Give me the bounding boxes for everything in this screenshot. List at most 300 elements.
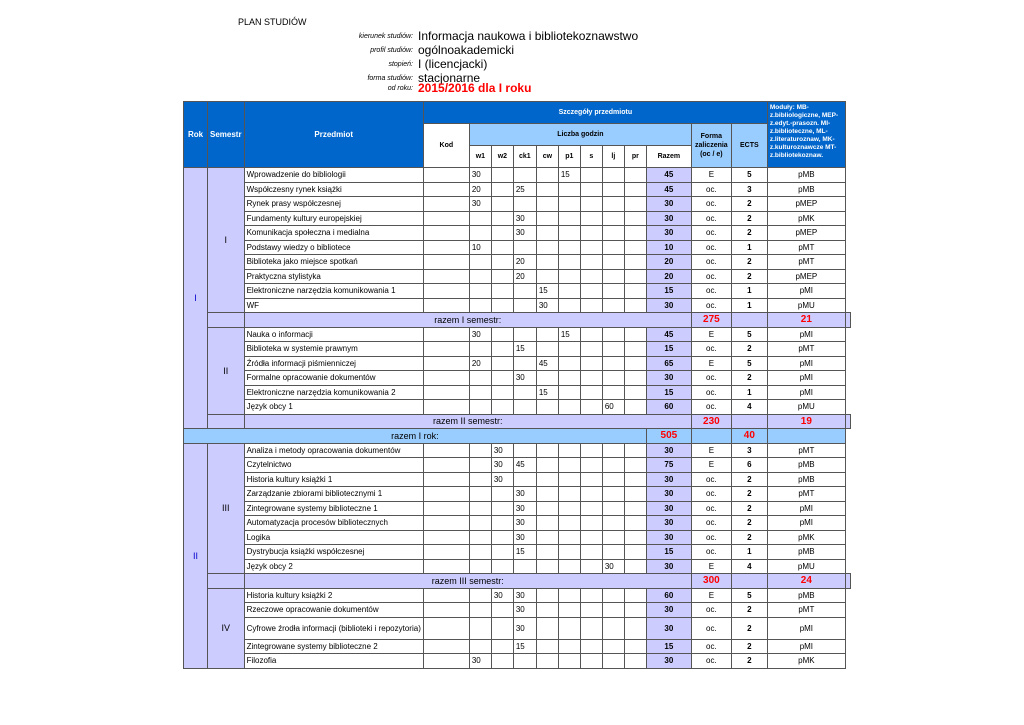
- course-code: [423, 639, 469, 654]
- course-code: [423, 284, 469, 299]
- module-code: pMB: [767, 472, 845, 487]
- course-name: Komunikacja społeczna i medialna: [244, 226, 423, 241]
- assessment-form: E: [691, 327, 731, 342]
- assessment-form: oc.: [691, 298, 731, 313]
- hours-cell: [469, 298, 491, 313]
- hours-cell: [536, 168, 558, 183]
- hours-cell: [491, 356, 513, 371]
- hours-cell: [513, 168, 536, 183]
- hours-cell: [624, 255, 646, 270]
- ects-value: 2: [731, 211, 767, 226]
- hours-cell: [602, 226, 624, 241]
- hours-cell: [536, 255, 558, 270]
- semester-summary-ects: 21: [767, 313, 845, 328]
- table-row: [184, 226, 851, 241]
- ects-value: 2: [731, 269, 767, 284]
- hours-cell: 15: [558, 168, 580, 183]
- hours-cell: [624, 639, 646, 654]
- hours-cell: [558, 559, 580, 574]
- hours-total: 30: [646, 487, 691, 502]
- hours-cell: [513, 240, 536, 255]
- year-summary-empty: [691, 429, 731, 444]
- hours-cell: [491, 545, 513, 560]
- hours-cell: [580, 327, 602, 342]
- table-row: [184, 298, 851, 313]
- hours-cell: 30: [469, 168, 491, 183]
- hours-cell: [491, 501, 513, 516]
- hours-cell: 30: [491, 443, 513, 458]
- hours-cell: [469, 342, 491, 357]
- semester-summary-row: [184, 574, 851, 589]
- hours-cell: [624, 603, 646, 618]
- assessment-form: oc.: [691, 639, 731, 654]
- hours-cell: 30: [513, 588, 536, 603]
- course-name: Praktyczna stylistyka: [244, 269, 423, 284]
- ects-value: 2: [731, 197, 767, 212]
- field-label-stopien: stopień:: [388, 61, 413, 68]
- hours-cell: [491, 240, 513, 255]
- year-summary-row: [184, 429, 851, 444]
- ects-value: 6: [731, 458, 767, 473]
- hours-cell: [602, 356, 624, 371]
- table-row: [184, 559, 851, 574]
- hours-total: 15: [646, 385, 691, 400]
- assessment-form: E: [691, 588, 731, 603]
- hours-cell: [558, 226, 580, 241]
- hours-cell: 20: [469, 356, 491, 371]
- hours-cell: [580, 530, 602, 545]
- table-row: [184, 284, 851, 299]
- hours-cell: [602, 182, 624, 197]
- course-name: Nauka o informacji: [244, 327, 423, 342]
- course-name: Zintegrowane systemy biblioteczne 2: [244, 639, 423, 654]
- hours-cell: [558, 284, 580, 299]
- hours-cell: [580, 371, 602, 386]
- table-row: [184, 240, 851, 255]
- ects-value: 5: [731, 168, 767, 183]
- semester-cell: II: [208, 327, 245, 414]
- ects-value: 1: [731, 545, 767, 560]
- hours-cell: [602, 487, 624, 502]
- ects-value: 2: [731, 342, 767, 357]
- hours-cell: [558, 371, 580, 386]
- ects-value: 1: [731, 284, 767, 299]
- hours-cell: [580, 639, 602, 654]
- ects-value: 1: [731, 298, 767, 313]
- module-code: pMT: [767, 443, 845, 458]
- table-row: [184, 588, 851, 603]
- assessment-form: oc.: [691, 197, 731, 212]
- hours-cell: [469, 588, 491, 603]
- assessment-form: oc.: [691, 545, 731, 560]
- hours-cell: [624, 371, 646, 386]
- hours-cell: 20: [513, 269, 536, 284]
- course-code: [423, 240, 469, 255]
- hours-cell: [536, 400, 558, 415]
- ects-value: 2: [731, 516, 767, 531]
- module-code: pMB: [767, 168, 845, 183]
- module-code: pMI: [767, 617, 845, 639]
- module-code: pMEP: [767, 226, 845, 241]
- hours-cell: [624, 472, 646, 487]
- hours-cell: [624, 443, 646, 458]
- header-kod: Kod: [423, 124, 469, 168]
- header-col-pr: pr: [624, 146, 646, 168]
- hours-cell: [624, 211, 646, 226]
- hours-total: 30: [646, 501, 691, 516]
- hours-cell: 30: [513, 371, 536, 386]
- table-row: [184, 654, 851, 669]
- hours-cell: [491, 284, 513, 299]
- course-name: Zarządzanie zbiorami bibliotecznymi 1: [244, 487, 423, 502]
- course-name: Język obcy 2: [244, 559, 423, 574]
- table-row: [184, 400, 851, 415]
- semester-summary-hours: 300: [691, 574, 731, 589]
- hours-cell: [580, 182, 602, 197]
- semester-summary-empty: [731, 313, 767, 328]
- table-row: [184, 617, 851, 639]
- hours-cell: [536, 458, 558, 473]
- assessment-form: oc.: [691, 472, 731, 487]
- course-name: Elektroniczne narzędzia komunikowania 1: [244, 284, 423, 299]
- semester-summary-label: razem III semestr:: [244, 574, 691, 589]
- semester-summary-empty: [845, 574, 850, 589]
- hours-total: 45: [646, 168, 691, 183]
- hours-cell: 30: [602, 559, 624, 574]
- hours-cell: [558, 603, 580, 618]
- hours-cell: [469, 545, 491, 560]
- hours-cell: 30: [469, 327, 491, 342]
- assessment-form: oc.: [691, 603, 731, 618]
- table-row: [184, 603, 851, 618]
- hours-cell: [624, 298, 646, 313]
- study-plan-table: [183, 101, 851, 669]
- hours-cell: [558, 269, 580, 284]
- hours-cell: [469, 226, 491, 241]
- course-name: Historia kultury książki 1: [244, 472, 423, 487]
- course-code: [423, 255, 469, 270]
- header-col-s: s: [580, 146, 602, 168]
- course-code: [423, 559, 469, 574]
- assessment-form: oc.: [691, 400, 731, 415]
- module-code: pMU: [767, 559, 845, 574]
- hours-cell: 15: [513, 342, 536, 357]
- course-code: [423, 269, 469, 284]
- hours-cell: 20: [469, 182, 491, 197]
- course-name: Analiza i metody opracowania dokumentów: [244, 443, 423, 458]
- hours-cell: [536, 197, 558, 212]
- hours-cell: [491, 559, 513, 574]
- course-code: [423, 516, 469, 531]
- header-col-p1: p1: [558, 146, 580, 168]
- hours-total: 65: [646, 356, 691, 371]
- assessment-form: E: [691, 356, 731, 371]
- hours-cell: [469, 487, 491, 502]
- ects-value: 2: [731, 226, 767, 241]
- field-value-stopien: I (licencjacki): [418, 57, 488, 71]
- course-name: Filozofia: [244, 654, 423, 669]
- hours-cell: [469, 603, 491, 618]
- header-przedmiot: Przedmiot: [244, 102, 423, 168]
- hours-cell: [580, 168, 602, 183]
- hours-cell: [513, 472, 536, 487]
- hours-cell: [536, 327, 558, 342]
- hours-cell: 45: [536, 356, 558, 371]
- hours-cell: 30: [469, 654, 491, 669]
- hours-cell: [536, 240, 558, 255]
- course-name: Formalne opracowanie dokumentów: [244, 371, 423, 386]
- hours-cell: [469, 472, 491, 487]
- table-row: [184, 385, 851, 400]
- header-szczegoly: Szczegóły przedmiotu: [423, 102, 767, 124]
- course-name: Źródła informacji piśmienniczej: [244, 356, 423, 371]
- table-row: [184, 501, 851, 516]
- hours-cell: [580, 443, 602, 458]
- field-value-od-roku: 2015/2016 dla I roku: [418, 81, 532, 95]
- course-name: Wprowadzenie do bibliologii: [244, 168, 423, 183]
- assessment-form: E: [691, 458, 731, 473]
- hours-cell: 30: [491, 472, 513, 487]
- hours-cell: [469, 400, 491, 415]
- hours-cell: [558, 400, 580, 415]
- course-name: Podstawy wiedzy o bibliotece: [244, 240, 423, 255]
- hours-cell: [469, 530, 491, 545]
- semester-summary-ects: 19: [767, 414, 845, 429]
- hours-cell: [536, 226, 558, 241]
- hours-cell: [469, 458, 491, 473]
- hours-cell: [536, 588, 558, 603]
- course-code: [423, 654, 469, 669]
- header-col-razem: Razem: [646, 146, 691, 168]
- hours-cell: 30: [513, 226, 536, 241]
- field-label-od-roku: od roku:: [387, 85, 413, 92]
- hours-cell: [513, 654, 536, 669]
- hours-cell: [536, 182, 558, 197]
- course-code: [423, 168, 469, 183]
- hours-cell: [469, 559, 491, 574]
- hours-total: 30: [646, 226, 691, 241]
- hours-cell: [558, 516, 580, 531]
- hours-cell: 30: [491, 588, 513, 603]
- hours-cell: 15: [536, 385, 558, 400]
- semester-summary-hours: 275: [691, 313, 731, 328]
- course-code: [423, 501, 469, 516]
- header-semestr: Semestr: [208, 102, 245, 168]
- module-code: pMU: [767, 400, 845, 415]
- hours-cell: [469, 639, 491, 654]
- semester-summary-spacer: [208, 313, 245, 328]
- table-row: [184, 211, 851, 226]
- hours-cell: [491, 182, 513, 197]
- assessment-form: oc.: [691, 284, 731, 299]
- ects-value: 3: [731, 443, 767, 458]
- table-row: [184, 516, 851, 531]
- hours-cell: [491, 385, 513, 400]
- hours-cell: 60: [602, 400, 624, 415]
- course-code: [423, 588, 469, 603]
- module-code: pMK: [767, 654, 845, 669]
- semester-summary-spacer: [208, 414, 245, 429]
- course-code: [423, 530, 469, 545]
- ects-value: 2: [731, 371, 767, 386]
- hours-cell: 15: [536, 284, 558, 299]
- hours-cell: [624, 226, 646, 241]
- module-code: pMEP: [767, 269, 845, 284]
- module-code: pMT: [767, 255, 845, 270]
- ects-value: 3: [731, 182, 767, 197]
- hours-cell: [602, 530, 624, 545]
- hours-cell: [602, 603, 624, 618]
- hours-cell: [580, 385, 602, 400]
- assessment-form: oc.: [691, 516, 731, 531]
- course-code: [423, 603, 469, 618]
- hours-cell: [580, 342, 602, 357]
- hours-cell: [491, 617, 513, 639]
- hours-total: 45: [646, 182, 691, 197]
- table-row: [184, 269, 851, 284]
- hours-cell: [491, 371, 513, 386]
- module-code: pMK: [767, 530, 845, 545]
- course-name: Logika: [244, 530, 423, 545]
- hours-total: 30: [646, 617, 691, 639]
- field-label-profil: profil studiów:: [370, 47, 413, 54]
- course-code: [423, 182, 469, 197]
- hours-cell: [624, 516, 646, 531]
- hours-cell: [558, 385, 580, 400]
- hours-cell: [491, 639, 513, 654]
- course-code: [423, 197, 469, 212]
- hours-cell: [491, 168, 513, 183]
- hours-cell: [624, 182, 646, 197]
- field-value-kierunek: Informacja naukowa i bibliotekoznawstwo: [418, 29, 639, 43]
- hours-cell: [558, 182, 580, 197]
- hours-cell: [536, 501, 558, 516]
- hours-cell: [491, 487, 513, 502]
- hours-total: 30: [646, 443, 691, 458]
- hours-cell: [469, 255, 491, 270]
- course-code: [423, 327, 469, 342]
- hours-cell: [624, 487, 646, 502]
- hours-cell: [536, 639, 558, 654]
- hours-total: 30: [646, 559, 691, 574]
- hours-cell: 15: [513, 545, 536, 560]
- module-code: pMB: [767, 545, 845, 560]
- hours-cell: 30: [513, 487, 536, 502]
- ects-value: 5: [731, 327, 767, 342]
- hours-cell: [536, 654, 558, 669]
- hours-total: 15: [646, 545, 691, 560]
- hours-cell: [536, 443, 558, 458]
- hours-cell: [558, 545, 580, 560]
- hours-cell: [536, 530, 558, 545]
- hours-cell: [624, 617, 646, 639]
- hours-cell: [558, 197, 580, 212]
- year-summary-ects: 40: [731, 429, 767, 444]
- assessment-form: oc.: [691, 371, 731, 386]
- course-name: Rzeczowe opracowanie dokumentów: [244, 603, 423, 618]
- hours-cell: [513, 197, 536, 212]
- hours-cell: [469, 516, 491, 531]
- table-row: [184, 443, 851, 458]
- assessment-form: oc.: [691, 182, 731, 197]
- hours-cell: [602, 516, 624, 531]
- hours-cell: 15: [513, 639, 536, 654]
- header-col-w2: w2: [491, 146, 513, 168]
- hours-cell: [602, 168, 624, 183]
- hours-cell: [580, 400, 602, 415]
- hours-cell: [536, 371, 558, 386]
- module-code: pMI: [767, 356, 845, 371]
- course-name: Fundamenty kultury europejskiej: [244, 211, 423, 226]
- hours-cell: [469, 443, 491, 458]
- hours-cell: [536, 559, 558, 574]
- hours-cell: [624, 458, 646, 473]
- semester-summary-empty: [731, 414, 767, 429]
- hours-cell: [602, 545, 624, 560]
- hours-cell: [491, 298, 513, 313]
- hours-cell: [536, 211, 558, 226]
- hours-cell: [513, 443, 536, 458]
- semester-summary-empty: [845, 414, 850, 429]
- module-code: pMU: [767, 298, 845, 313]
- hours-cell: [602, 342, 624, 357]
- semester-summary-spacer: [208, 574, 245, 589]
- hours-cell: 15: [558, 327, 580, 342]
- hours-cell: [580, 588, 602, 603]
- hours-cell: [558, 639, 580, 654]
- module-code: pMI: [767, 371, 845, 386]
- table-row: [184, 530, 851, 545]
- ects-value: 5: [731, 588, 767, 603]
- hours-cell: [580, 197, 602, 212]
- table-row: [184, 356, 851, 371]
- ects-value: 4: [731, 400, 767, 415]
- table-row: [184, 639, 851, 654]
- hours-cell: [513, 327, 536, 342]
- semester-summary-row: [184, 414, 851, 429]
- course-code: [423, 298, 469, 313]
- field-label-kierunek: kierunek studiów:: [358, 33, 413, 40]
- hours-cell: 30: [513, 501, 536, 516]
- semester-cell: I: [208, 168, 245, 313]
- hours-cell: [580, 516, 602, 531]
- hours-total: 30: [646, 371, 691, 386]
- assessment-form: E: [691, 559, 731, 574]
- hours-cell: [491, 654, 513, 669]
- assessment-form: oc.: [691, 654, 731, 669]
- hours-cell: 30: [513, 211, 536, 226]
- hours-cell: [624, 327, 646, 342]
- module-code: pMI: [767, 385, 845, 400]
- hours-cell: [624, 559, 646, 574]
- semester-summary-label: razem II semestr:: [244, 414, 691, 429]
- hours-cell: [558, 443, 580, 458]
- hours-cell: [602, 639, 624, 654]
- hours-cell: [536, 342, 558, 357]
- hours-cell: [558, 654, 580, 669]
- course-code: [423, 545, 469, 560]
- year-cell: I: [184, 168, 208, 429]
- hours-cell: [624, 356, 646, 371]
- hours-cell: [624, 197, 646, 212]
- hours-cell: [624, 342, 646, 357]
- ects-value: 2: [731, 501, 767, 516]
- course-code: [423, 458, 469, 473]
- hours-cell: [602, 472, 624, 487]
- hours-cell: 30: [513, 516, 536, 531]
- course-name: Cyfrowe źrodła informacji (biblioteki i repozytoria): [244, 617, 423, 639]
- semester-summary-empty: [731, 574, 767, 589]
